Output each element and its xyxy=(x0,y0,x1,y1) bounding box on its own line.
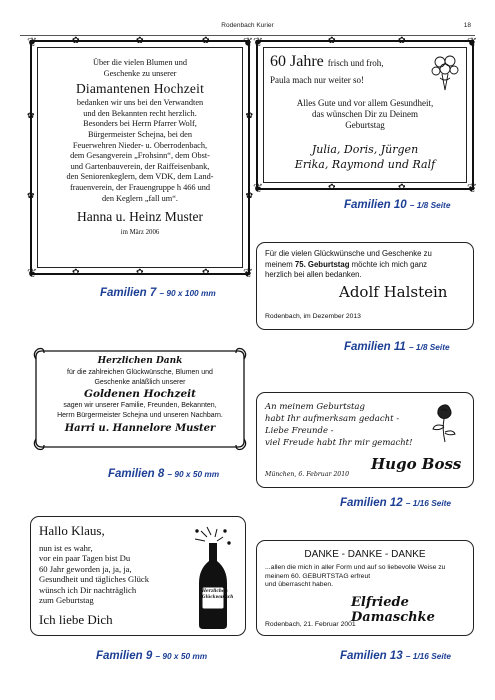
ad13-headline: DANKE - DANKE - DANKE xyxy=(304,549,426,560)
flower-ornament-icon: ✿ xyxy=(328,183,336,193)
flower-ornament-icon: ✿ xyxy=(328,36,336,46)
caption-familien-7 xyxy=(100,287,216,299)
flower-ornament-icon: ✿ xyxy=(27,111,35,121)
ad10-line1: frisch und froh, xyxy=(327,58,384,68)
ornament-corner-icon: ❦ xyxy=(242,35,253,49)
ad8-title: Herzlichen Dank xyxy=(97,356,183,366)
ad10-line2: Paula mach nur weiter so! xyxy=(270,75,364,85)
flower-ornament-icon: ✿ xyxy=(27,191,35,201)
ad12-place-date: München, 6. Februar 2010 xyxy=(265,471,350,478)
caption-title: Familien 10 xyxy=(344,199,407,211)
ad10-big-title: 60 Jahre xyxy=(270,53,324,70)
ornament-corner-icon: ❦ xyxy=(466,35,477,49)
ad11-signature: Adolf Halstein xyxy=(339,283,448,301)
flower-ornament-icon: ✿ xyxy=(398,36,406,46)
ad7-body-line: den Seniorenkeglern, dem VDK, dem Land- xyxy=(66,172,214,182)
ad9-text-line: Gesundheit und tägliches Glück xyxy=(39,574,150,585)
ornament-corner-icon: ❦ xyxy=(242,266,253,280)
flower-ornament-icon: ✿ xyxy=(398,183,406,193)
ad12-poem-line: habt Ihr aufmerksam gedacht - xyxy=(265,414,400,424)
page-number: 18 xyxy=(463,22,471,29)
caption-title: Familien 11 xyxy=(344,341,406,353)
ad11-text-line: herzlich bei allen bedanken. xyxy=(265,270,362,279)
ad-familien-12 xyxy=(256,392,474,488)
ad7-signature: Hanna u. Heinz Muster xyxy=(77,209,203,225)
ad11-place-date: Rodenbach, im Dezember 2013 xyxy=(265,313,361,320)
ad9-text-line: 60 Jahr geworden ja, ja, ja, xyxy=(39,563,132,574)
ad8-intro-line: für die zahlreichen Glückwünsche, Blumen und xyxy=(67,369,213,376)
ad7-body-line: Besonders bei Herrn Pfarrer Wolf, xyxy=(83,119,197,129)
ad-familien-10 xyxy=(253,35,477,195)
ad9-text-line: zum Geburtstag xyxy=(39,595,94,606)
ad7-intro-line: Über die vielen Blumen und xyxy=(92,58,187,67)
ad11-text-line: Für die vielen Glückwünsche und Geschenke zu xyxy=(265,249,432,258)
caption-title: Familien 9 xyxy=(96,650,153,662)
caption-familien-13 xyxy=(340,650,451,662)
ad-familien-11 xyxy=(256,242,474,330)
ad12-signature: Hugo Boss xyxy=(371,455,462,473)
flower-ornament-icon: ✿ xyxy=(136,268,144,278)
caption-title: Familien 12 xyxy=(340,497,403,509)
ad7-body-line: Bürgermeister Schejna, bei den xyxy=(88,129,192,139)
caption-title: Familien 8 xyxy=(108,468,165,480)
ad-familien-13 xyxy=(256,540,474,636)
ad9-greeting: Hallo Klaus, xyxy=(39,523,105,538)
ad7-body-line: den Keglern „fall um“. xyxy=(101,193,179,203)
ad7-body-line: Feuerwehren Nieder- u. Oberrodenbach, xyxy=(72,140,208,150)
ad11-text-post: möchte ich mich ganz xyxy=(349,259,428,269)
ornament-corner-icon: ❦ xyxy=(27,266,38,280)
caption-size: – 1/16 Seite xyxy=(405,651,452,661)
bottle-label: Herzlichen Glückwunsch xyxy=(202,588,234,599)
caption-size: – 1/16 Seite xyxy=(405,498,452,508)
ad7-body-line: dem Gesangverein „Frohsinn“, dem Obst- xyxy=(70,151,210,161)
ad13-place-date: Rodenbach, 21. Februar 2001 xyxy=(265,621,356,628)
ad7-intro-line: Geschenke zu unserer xyxy=(103,68,177,78)
flower-ornament-icon: ✿ xyxy=(136,36,144,46)
flower-ornament-icon: ✿ xyxy=(202,36,210,46)
ornament-corner-icon: ❦ xyxy=(253,181,264,195)
caption-title: Familien 7 xyxy=(100,287,157,299)
publication-name: Rodenbach Kurier xyxy=(221,22,274,29)
ad11-birthday-bold: 75. Geburtstag xyxy=(294,259,350,269)
ad13-text-line: und überrascht haben. xyxy=(265,581,334,589)
ornament-corner-icon: ❦ xyxy=(253,35,264,49)
ad10-names: Erika, Raymond und Ralf xyxy=(294,158,436,171)
ad7-headline: Diamantenen Hochzeit xyxy=(75,81,205,97)
flower-ornament-icon: ✿ xyxy=(72,36,80,46)
ad10-wish-line: das wünschen Dir zu Deinem xyxy=(312,109,418,119)
ad-familien-8 xyxy=(30,345,250,453)
ad12-poem-line: viel Freude habt Ihr mir gemacht! xyxy=(265,438,413,448)
ad10-names: Julia, Doris, Jürgen xyxy=(311,143,419,156)
ad13-text-line: ...allen die mich in aller Form und auf so liebevolle Weise zu xyxy=(265,564,446,571)
page-header xyxy=(20,22,475,36)
flower-ornament-icon: ✿ xyxy=(245,191,253,201)
ad12-poem-line: An meinem Geburtstag xyxy=(265,402,365,412)
ad7-body-line: frauenverein, der Frauengruppe h 466 und xyxy=(69,182,211,192)
ad9-text-line: nun ist es wahr, xyxy=(39,543,93,553)
ad9-closing: Ich liebe Dich xyxy=(39,612,113,627)
ad13-text-line: meinem 60. GEBURTSTAG erfreut xyxy=(265,572,371,580)
caption-familien-12 xyxy=(340,497,451,509)
champagne-bottle-icon xyxy=(187,525,239,631)
ornament-corner-icon: ❦ xyxy=(466,181,477,195)
ad12-poem-line: Liebe Freunde - xyxy=(265,426,334,436)
ad10-wish-line: Geburtstag xyxy=(345,120,385,130)
flower-ornament-icon: ✿ xyxy=(245,111,253,121)
ad7-date: im März 2006 xyxy=(120,229,160,237)
ad7-body-line: und Gartenbauverein, der Raiffeisenbank, xyxy=(70,161,210,171)
caption-familien-10 xyxy=(344,199,450,211)
ad11-text-pre: meinem xyxy=(265,259,295,269)
ad7-body-line: bedanken wir uns bei den Verwandten xyxy=(76,98,204,108)
flower-ornament-icon: ✿ xyxy=(202,268,210,278)
ad8-headline: Goldenen Hochzeit xyxy=(83,388,197,400)
flower-ornament-icon: ✿ xyxy=(72,268,80,278)
caption-size: – 90 x 50 mm xyxy=(167,469,220,479)
caption-familien-9 xyxy=(96,650,207,662)
caption-title: Familien 13 xyxy=(340,650,403,662)
ad8-intro-line: Geschenke anläßlich unserer xyxy=(94,378,186,386)
ad13-signature: Elfriede Damaschke xyxy=(351,595,435,625)
caption-size: – 1/8 Seite xyxy=(409,342,450,352)
ad-familien-9 xyxy=(30,516,246,636)
ornament-corner-icon: ❦ xyxy=(27,35,38,49)
ad-familien-7 xyxy=(27,35,253,280)
caption-familien-11 xyxy=(344,341,450,353)
ad9-text-line: vor ein paar Tagen bist Du xyxy=(39,553,131,564)
ad7-body-line: und den Bekannten recht herzlich. xyxy=(83,108,197,118)
ad8-body-line: sagen wir unserer Familie, Freunden, Bekannten, xyxy=(63,402,217,409)
caption-size: – 90 x 100 mm xyxy=(159,288,216,298)
bouquet-illustration xyxy=(428,52,462,92)
ad10-wish-line: Alles Gute und vor allem Gesundheit, xyxy=(296,98,434,108)
caption-size: – 1/8 Seite xyxy=(409,200,451,210)
caption-size: – 90 x 50 mm xyxy=(155,651,208,661)
ad8-signature: Harri u. Hannelore Muster xyxy=(64,423,216,434)
caption-familien-8 xyxy=(108,468,219,480)
ad9-text-line: wünsch ich Dir nachträglich xyxy=(39,584,137,595)
ad8-body-line: Herrn Bürgermeister Schejna und unseren Nachbarn. xyxy=(57,411,223,419)
rose-icon xyxy=(429,401,459,443)
